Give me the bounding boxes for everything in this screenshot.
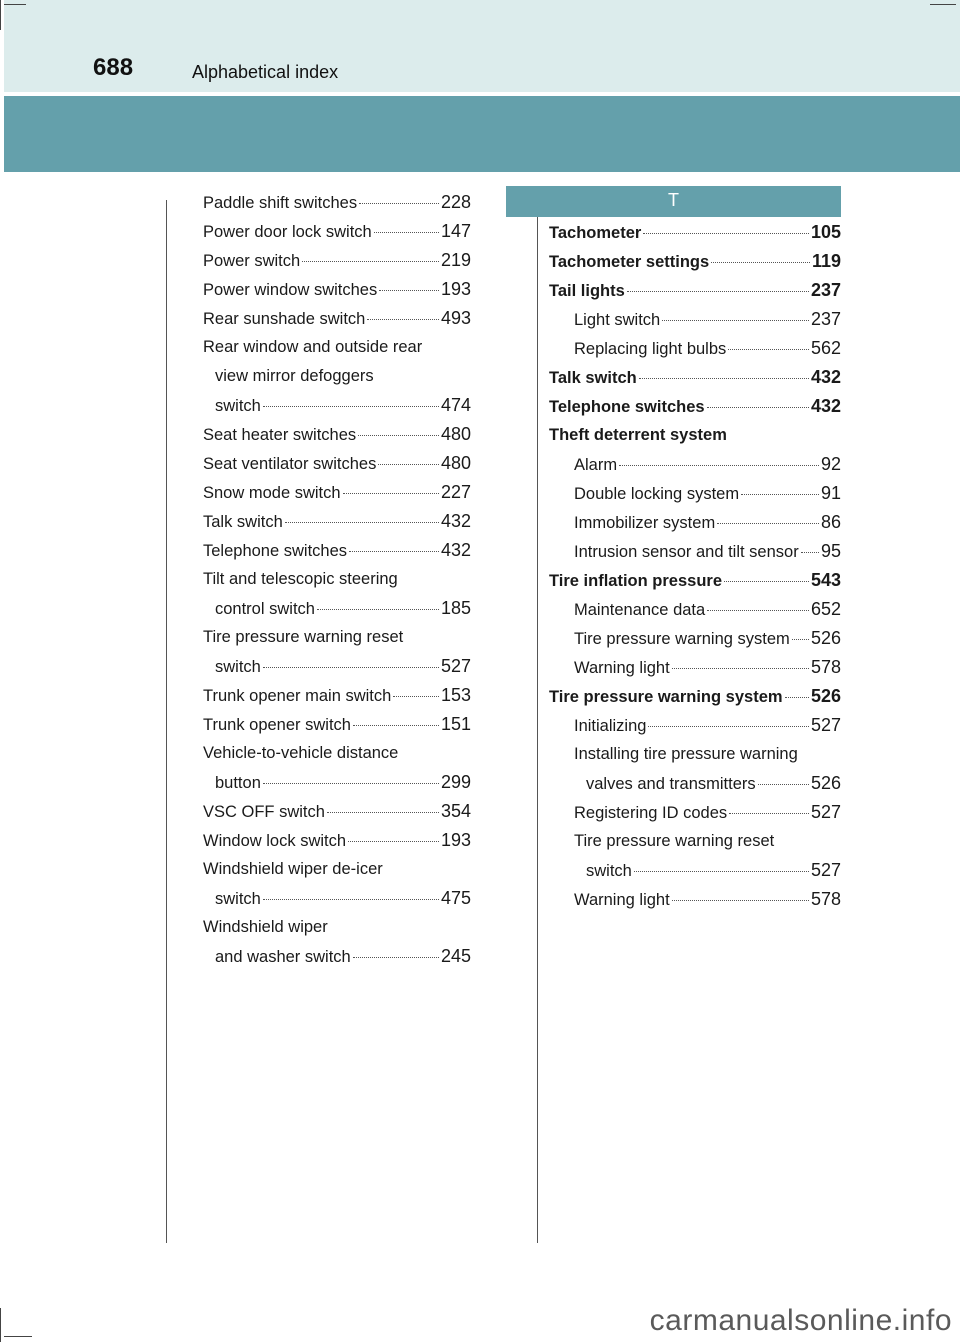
dot-leader: [358, 435, 439, 436]
dot-leader: [801, 552, 819, 553]
index-entry: [203, 681, 471, 710]
index-entry-page: 543: [810, 570, 841, 590]
index-entry-page: 527: [440, 656, 471, 676]
dot-leader: [672, 900, 809, 901]
crop-mark-top-left: [0, 0, 1, 30]
index-entry-page: 105: [810, 222, 841, 242]
index-entry: [549, 479, 841, 508]
dot-leader: [758, 784, 809, 785]
index-entry: [203, 942, 471, 971]
index-entry-page: 578: [810, 889, 841, 909]
index-entry: [203, 507, 471, 536]
index-entry-label: Registering ID codes: [574, 804, 728, 822]
dot-leader: [263, 899, 439, 900]
index-entry: [203, 565, 471, 594]
index-entry: [203, 420, 471, 449]
dot-leader: [359, 203, 439, 204]
index-entry-label: Alarm: [574, 456, 618, 474]
index-entry-label: Talk switch: [203, 513, 283, 531]
dot-leader: [378, 464, 439, 465]
dot-leader: [619, 465, 819, 466]
index-entry-label: Tire pressure warning system: [574, 630, 790, 648]
index-entry-label: Initializing: [574, 717, 647, 735]
index-entry-label: Tire pressure warning reset: [203, 628, 404, 646]
crop-mark-top-right: [930, 4, 956, 5]
header-band: [4, 0, 960, 92]
index-entry-page: 480: [440, 453, 471, 473]
index-entry: [549, 276, 841, 305]
index-entry-label: Installing tire pressure warning: [574, 745, 798, 763]
dot-leader: [662, 320, 809, 321]
index-entry-page: 432: [810, 367, 841, 387]
index-entry: [203, 623, 471, 652]
index-entry-label: valves and transmitters: [586, 775, 756, 793]
index-entry-label: Tire inflation pressure: [549, 572, 722, 590]
index-entry: [549, 653, 841, 682]
index-entry-page: 299: [440, 772, 471, 792]
index-entry: [549, 885, 841, 914]
index-entry-label: control switch: [215, 600, 315, 618]
right-column-rule: [537, 200, 538, 1243]
index-entry-page: 432: [440, 511, 471, 531]
index-entry-page: 474: [440, 395, 471, 415]
index-entry-page: 245: [440, 946, 471, 966]
right-index-column: [549, 186, 841, 914]
index-entry: [549, 218, 841, 247]
index-entry-label: Seat heater switches: [203, 426, 357, 444]
index-entry: [203, 333, 471, 362]
index-entry-label: button: [215, 774, 261, 792]
index-entry-page: 151: [440, 714, 471, 734]
watermark: carmanualsonline.info: [649, 1304, 952, 1337]
index-entry-label: Theft deterrent system: [549, 426, 727, 444]
index-entry-label: Windshield wiper de-icer: [203, 860, 383, 878]
dot-leader: [349, 551, 439, 552]
index-entry-page: 237: [810, 280, 841, 300]
index-entry-label: Replacing light bulbs: [574, 340, 727, 358]
index-entry-page: 153: [440, 685, 471, 705]
index-entry-label: Warning light: [574, 891, 670, 909]
index-entry-label: Talk switch: [549, 369, 637, 387]
index-entry: [203, 275, 471, 304]
dot-leader: [393, 696, 439, 697]
dot-leader: [728, 349, 809, 350]
index-entry: [203, 391, 471, 420]
index-entry: [549, 682, 841, 711]
index-entry: [549, 856, 841, 885]
index-entry-label: Immobilizer system: [574, 514, 716, 532]
index-entry-page: 432: [810, 396, 841, 416]
index-entry-page: 227: [440, 482, 471, 502]
left-column-rule: [166, 200, 167, 1243]
index-entry: [203, 710, 471, 739]
index-entry-page: 526: [810, 686, 841, 706]
dot-leader: [672, 668, 809, 669]
dot-leader: [729, 813, 809, 814]
index-entry-label: Maintenance data: [574, 601, 706, 619]
index-entry-label: Tire pressure warning reset: [574, 832, 775, 850]
index-entry-page: 193: [440, 279, 471, 299]
index-entry-page: 562: [810, 338, 841, 358]
dot-leader: [724, 581, 809, 582]
index-entry-page: 95: [820, 541, 841, 561]
index-entry: [203, 884, 471, 913]
index-entry: [549, 363, 841, 392]
index-entry: [203, 913, 471, 942]
index-entry-page: 526: [810, 628, 841, 648]
index-entry-label: Vehicle-to-vehicle distance: [203, 744, 399, 762]
dot-leader: [285, 522, 439, 523]
index-entry: [549, 595, 841, 624]
index-entry-label: Telephone switches: [549, 398, 705, 416]
index-entry-label: Windshield wiper: [203, 918, 328, 936]
index-entry-label: and washer switch: [215, 948, 351, 966]
crop-mark-top-left-h: [4, 4, 26, 5]
dot-leader: [643, 233, 809, 234]
dot-leader: [263, 406, 439, 407]
index-entry-page: 652: [810, 599, 841, 619]
chapter-band: [4, 96, 960, 172]
dot-leader: [741, 494, 819, 495]
index-entry: [549, 305, 841, 334]
index-entry: [549, 769, 841, 798]
dot-leader: [343, 493, 439, 494]
dot-leader: [792, 639, 809, 640]
index-entry-page: 526: [810, 773, 841, 793]
index-entry-page: 527: [810, 802, 841, 822]
dot-leader: [302, 261, 439, 262]
index-entry-label: Window lock switch: [203, 832, 347, 850]
index-entry: [549, 740, 841, 769]
index-entry: [549, 508, 841, 537]
index-entry-label: switch: [215, 397, 261, 415]
index-entry-label: Trunk opener switch: [203, 716, 351, 734]
dot-leader: [374, 232, 439, 233]
dot-leader: [707, 407, 809, 408]
index-entry-label: Light switch: [574, 311, 661, 329]
index-entry-label: VSC OFF switch: [203, 803, 325, 821]
index-entry-page: 219: [440, 250, 471, 270]
index-entry-label: view mirror defoggers: [215, 367, 374, 385]
index-entry-page: 493: [440, 308, 471, 328]
index-entry-label: Tachometer: [549, 224, 642, 242]
index-entry: [203, 478, 471, 507]
index-entry: [549, 711, 841, 740]
index-entry: [549, 247, 841, 276]
index-entry-page: 147: [440, 221, 471, 241]
index-entry-page: 480: [440, 424, 471, 444]
index-entry-label: switch: [586, 862, 632, 880]
index-entry-label: Trunk opener main switch: [203, 687, 392, 705]
dot-leader: [648, 726, 808, 727]
index-entry: [203, 536, 471, 565]
index-entry: [549, 450, 841, 479]
index-entry-label: Tail lights: [549, 282, 625, 300]
letter-heading-t: T: [506, 186, 841, 217]
dot-leader: [263, 667, 439, 668]
index-entry: [203, 217, 471, 246]
index-entry: [203, 739, 471, 768]
index-entry: [203, 855, 471, 884]
index-entry-page: 527: [810, 860, 841, 880]
index-entry-label: Rear sunshade switch: [203, 310, 366, 328]
dot-leader: [711, 262, 810, 263]
index-entry-page: 432: [440, 540, 471, 560]
index-entry-label: Power door lock switch: [203, 223, 372, 241]
index-entry-label: Tire pressure warning system: [549, 688, 783, 706]
index-entry-label: Warning light: [574, 659, 670, 677]
index-entry-label: Telephone switches: [203, 542, 348, 560]
index-entry: [549, 537, 841, 566]
index-entry: [203, 246, 471, 275]
index-entry-page: 354: [440, 801, 471, 821]
index-entry-label: Intrusion sensor and tilt sensor: [574, 543, 799, 561]
index-entry-page: 237: [810, 309, 841, 329]
index-entry-label: Double locking system: [574, 485, 740, 503]
index-entry: [549, 334, 841, 363]
index-entry: [203, 594, 471, 623]
index-entry-label: Rear window and outside rear: [203, 338, 423, 356]
index-entry-label: switch: [215, 658, 261, 676]
dot-leader: [639, 378, 809, 379]
dot-leader: [353, 957, 439, 958]
index-entry: [203, 362, 471, 391]
index-entry: [203, 768, 471, 797]
page-number: 688: [93, 54, 134, 81]
dot-leader: [634, 871, 809, 872]
index-entry: [203, 826, 471, 855]
index-entry: [203, 652, 471, 681]
index-entry-page: 228: [440, 192, 471, 212]
index-entry: [549, 566, 841, 595]
index-entry-label: Power switch: [203, 252, 301, 270]
dot-leader: [627, 291, 809, 292]
index-entry-label: Seat ventilator switches: [203, 455, 377, 473]
index-entry-page: 86: [820, 512, 841, 532]
index-entry: [203, 188, 471, 217]
index-entry: [203, 797, 471, 826]
dot-leader: [717, 523, 819, 524]
dot-leader: [327, 812, 439, 813]
left-index-column: [203, 188, 471, 971]
index-entry: [549, 624, 841, 653]
dot-leader: [785, 697, 809, 698]
index-entry-label: switch: [215, 890, 261, 908]
dot-leader: [367, 319, 439, 320]
index-entry: [549, 798, 841, 827]
index-entry-page: 527: [810, 715, 841, 735]
crop-mark-bottom-left: [0, 1308, 1, 1342]
index-entry-label: Tilt and telescopic steering: [203, 570, 398, 588]
crop-mark-bottom-left-h: [4, 1336, 32, 1337]
index-entry: [203, 304, 471, 333]
index-entry-label: Power window switches: [203, 281, 378, 299]
index-entry-page: 475: [440, 888, 471, 908]
dot-leader: [379, 290, 439, 291]
index-entry-page: 185: [440, 598, 471, 618]
index-entry-label: Paddle shift switches: [203, 194, 358, 212]
index-entry-label: Tachometer settings: [549, 253, 710, 271]
index-entry-page: 91: [820, 483, 841, 503]
index-entry-page: 119: [811, 251, 841, 271]
index-entry-page: 578: [810, 657, 841, 677]
dot-leader: [707, 610, 809, 611]
dot-leader: [353, 725, 439, 726]
section-title: Alphabetical index: [192, 62, 339, 82]
index-entry: [549, 421, 841, 450]
dot-leader: [263, 783, 439, 784]
index-entry-page: 193: [440, 830, 471, 850]
index-entry-label: Snow mode switch: [203, 484, 341, 502]
dot-leader: [348, 841, 439, 842]
index-entry: [549, 392, 841, 421]
index-entry-page: 92: [820, 454, 841, 474]
index-entry: [203, 449, 471, 478]
index-entry: [549, 827, 841, 856]
dot-leader: [317, 609, 439, 610]
